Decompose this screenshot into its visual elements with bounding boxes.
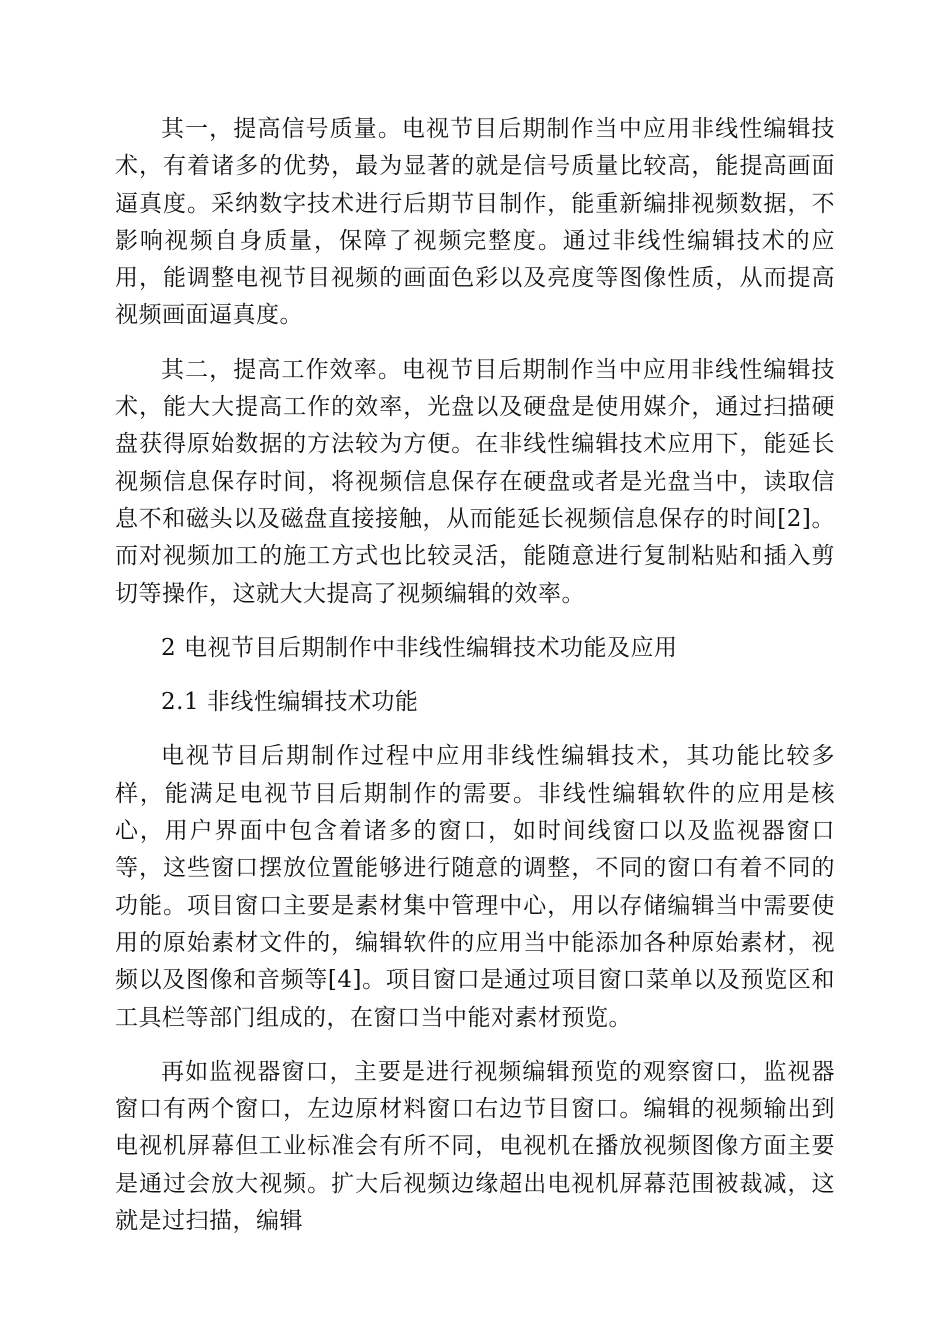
section-heading: 2 电视节目后期制作中非线性编辑技术功能及应用: [161, 634, 678, 661]
paragraph-work-efficiency: 其二，提高工作效率。电视节目后期制作当中应用非线性编辑技术，能大大提高工作的效率，光盘以及硬盘是使用媒介，通过扫描硬盘获得原始数据的方法较为方便。在非线性编辑技术应用下，能延长视频信息保存时间，将视频信息保存在硬盘或者是光盘当中，读取信息不和磁头以及磁盘直接接触，从而能延长视频信息保存的时间[2]。而对视频加工的施工方式也比较灵活，能随意进行复制粘贴和插入剪切等操作，这就大大提高了视频编辑的效率。: [115, 356, 835, 607]
paragraph-signal-quality: 其一，提高信号质量。电视节目后期制作当中应用非线性编辑技术，有着诸多的优势，最为显著的就是信号质量比较高，能提高画面逼真度。采纳数字技术进行后期节目制作，能重新编排视频数据，不影响视频自身质量，保障了视频完整度。通过非线性编辑技术的应用，能调整电视节目视频的画面色彩以及亮度等图像性质，从而提高视频画面逼真度。: [115, 116, 835, 329]
paragraph-monitor-window: 再如监视器窗口，主要是进行视频编辑预览的观察窗口，监视器窗口有两个窗口，左边原材料窗口右边节目窗口。编辑的视频输出到电视机屏幕但工业标准会有所不同，电视机在播放视频图像方面主要是通过会放大视频。扩大后视频边缘超出电视机屏幕范围被裁减，这就是过扫描，编辑: [115, 1058, 835, 1235]
paragraph-editing-functions: 电视节目后期制作过程中应用非线性编辑技术，其功能比较多样，能满足电视节目后期制作的需要。非线性编辑软件的应用是核心，用户界面中包含着诸多的窗口，如时间线窗口以及监视器窗口等，这些窗口摆放位置能够进行随意的调整，不同的窗口有着不同的功能。项目窗口主要是素材集中管理中心，用以存储编辑当中需要使用的原始素材文件的，编辑软件的应用当中能添加各种原始素材，视频以及图像和音频等[4]。项目窗口是通过项目窗口菜单以及预览区和工具栏等部门组成的，在窗口当中能对素材预览。: [115, 743, 835, 1031]
subsection-heading: 2.1 非线性编辑技术功能: [161, 689, 419, 716]
